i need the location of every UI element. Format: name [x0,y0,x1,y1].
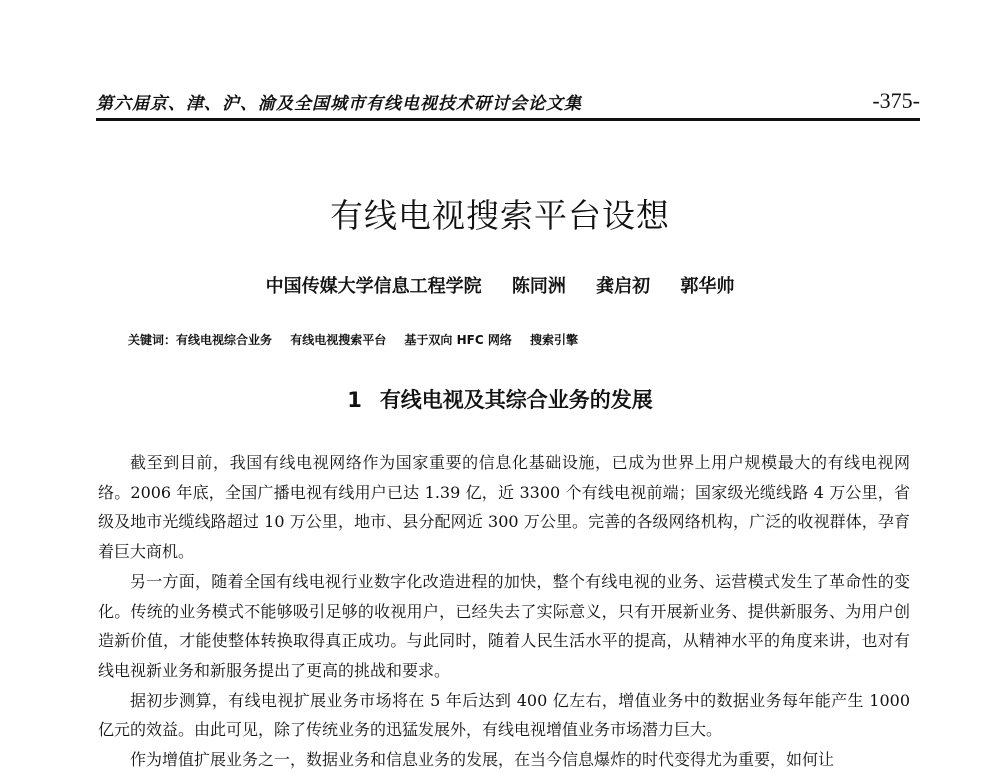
page-number: -375- [872,88,920,113]
section-number: 1 [347,388,362,412]
keyword: 搜索引擎 [530,333,579,347]
author-affiliation: 中国传媒大学信息工程学院 [265,276,482,297]
keywords-line [128,331,592,348]
keyword: 有线电视综合业务 [176,333,273,347]
article-title: 有线电视搜索平台设想 [330,196,670,235]
body-text [98,448,910,775]
body-paragraph: 另一方面，随着全国有线电视行业数字化改造进程的加快，整个有线电视的业务、运营模式发生了革命性的变化。传统的业务模式不能够吸引足够的收视用户，已经失去了实际意义，只有开展新业务、提供新服务、为用户创造新价值，才能使整体转换取得真正成功。与此同时，随着人民生活水平的提高，从精神水平的角度来讲，也对有线电视新业务和新服务提出了更高的挑战和要求。 [98,571,910,680]
running-header [96,84,920,121]
body-paragraph: 作为增值扩展业务之一，数据业务和信息业务的发展，在当今信息爆炸的时代变得尤为重要，如何让 [130,750,835,770]
body-paragraph: 据初步测算，有线电视扩展业务市场将在 5 年后达到 400 亿左右，增值业务中的数据业务每年能产生 1000 亿元的效益。由此可见，除了传统业务的迅猛发展外，有线电视增值业务市场潜力巨大。 [98,690,910,740]
journal-title: 第六届京、津、沪、渝及全国城市有线电视技术研讨会论文集 [96,94,582,114]
author-name: 陈同洲 [511,276,566,297]
section-heading [0,384,1000,414]
author-name: 郭华帅 [680,276,735,297]
keywords-label: 关键词： [128,333,177,347]
author-name: 龚启初 [596,276,651,297]
body-paragraph: 截至到目前，我国有线电视网络作为国家重要的信息化基础设施，已成为世界上用户规模最大的有线电视网络。2006 年底，全国广播电视有线用户已达 1.39 亿，近 3300 个有线电视前端；国家级光缆线路 4 万公里，省级及地市光缆线路超过 10 万公里，地市、县分配网近 300 万公里。完善的各级网络机构，广泛的收视群体，孕育着巨大商机。 [98,453,910,562]
byline [0,272,1000,298]
section-title: 有线电视及其综合业务的发展 [379,388,653,412]
keyword: 基于双向 HFC 网络 [404,333,512,347]
keyword: 有线电视搜索平台 [290,333,387,347]
